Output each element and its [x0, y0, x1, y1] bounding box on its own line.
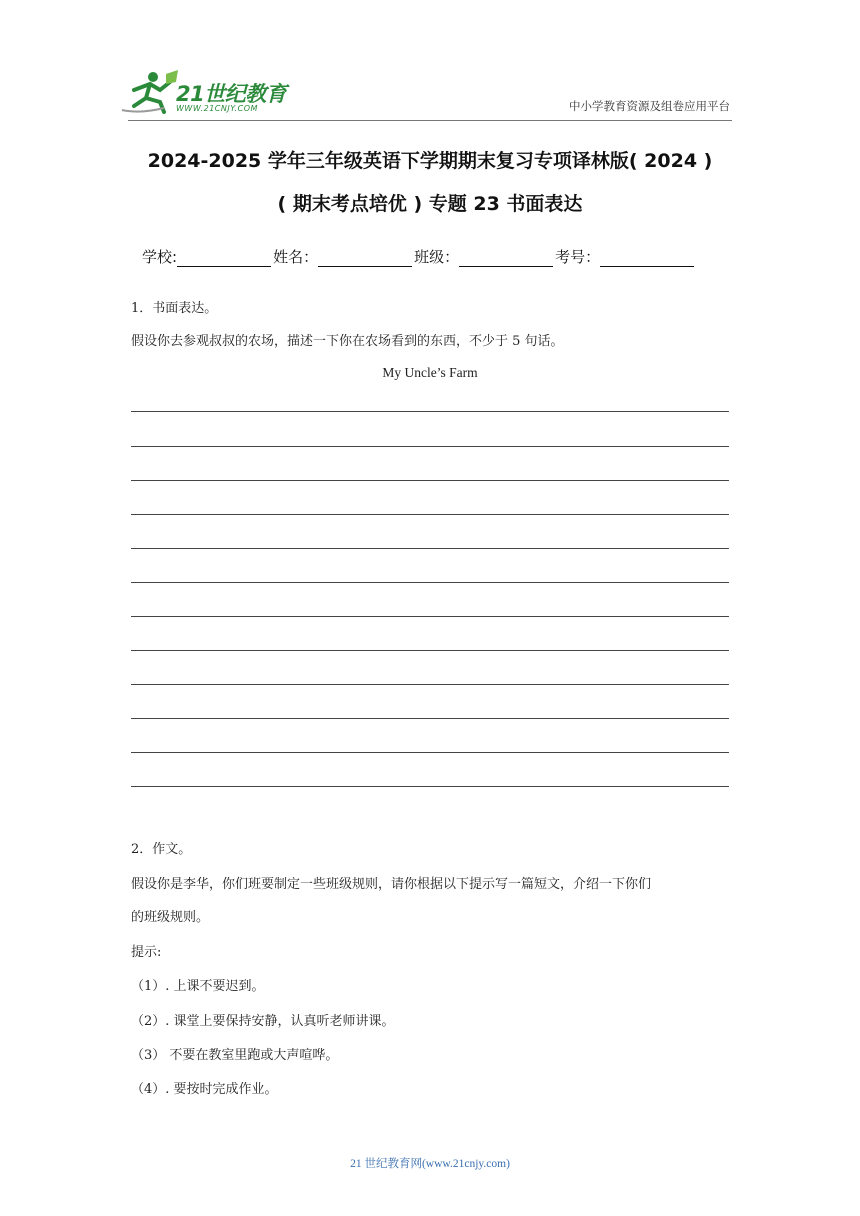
page-title-line2: ( 期末考点培优 ) 专题 23 书面表达: [277, 193, 583, 215]
class-blank[interactable]: [459, 250, 553, 267]
student-info-row: [142, 246, 696, 267]
name-blank[interactable]: [318, 250, 412, 267]
page-title-line1: 2024-2025 学年三年级英语下学期期末复习专项译林版( 2024 ): [147, 150, 713, 172]
essay-title: My Uncle’s Farm: [382, 365, 478, 380]
class-label: 班级：: [414, 248, 460, 266]
number-blank[interactable]: [600, 250, 694, 267]
writing-line[interactable]: [131, 411, 729, 412]
question1-prompt: 假设你去参观叔叔的农场，描述一下你在农场看到的东西，不少于 5 句话。: [131, 334, 564, 349]
logo-url: WWW.21CNJY.COM: [176, 104, 258, 113]
writing-line[interactable]: [131, 718, 729, 719]
question2-prompt-line2: 的班级规则。: [131, 910, 210, 925]
writing-line[interactable]: [131, 514, 729, 515]
writing-line[interactable]: [131, 480, 729, 481]
writing-line[interactable]: [131, 786, 729, 787]
hint-item: （3） 不要在教室里跑或大声喧哗。: [131, 1048, 339, 1063]
writing-line[interactable]: [131, 548, 729, 549]
footer-link[interactable]: 21 世纪教育网(www.21cnjy.com): [350, 1158, 510, 1170]
writing-line[interactable]: [131, 650, 729, 651]
header-platform-text: 中小学教育资源及组卷应用平台: [569, 99, 730, 113]
writing-line[interactable]: [131, 446, 729, 447]
hint-item: （4）. 要按时完成作业。: [131, 1082, 278, 1097]
school-label: 学校:: [142, 248, 178, 266]
logo-text: 21世纪教育: [176, 82, 287, 106]
writing-line[interactable]: [131, 684, 729, 685]
writing-line[interactable]: [131, 582, 729, 583]
writing-line[interactable]: [131, 616, 729, 617]
name-label: 姓名：: [273, 248, 319, 266]
hint-item: （2）. 课堂上要保持安静，认真听老师讲课。: [131, 1014, 395, 1029]
number-label: 考号：: [555, 248, 601, 266]
question2-heading: 2．作文。: [131, 842, 192, 857]
question2-hint-label: 提示:: [131, 945, 162, 960]
header-divider: [128, 120, 732, 121]
question1-heading: 1．书面表达。: [131, 301, 218, 316]
question2-prompt-line1: 假设你是李华，你们班要制定一些班级规则，请你根据以下提示写一篇短文，介绍一下你们: [131, 877, 652, 892]
school-blank[interactable]: [177, 250, 271, 267]
hint-item: （1）. 上课不要迟到。: [131, 979, 265, 994]
writing-line[interactable]: [131, 752, 729, 753]
